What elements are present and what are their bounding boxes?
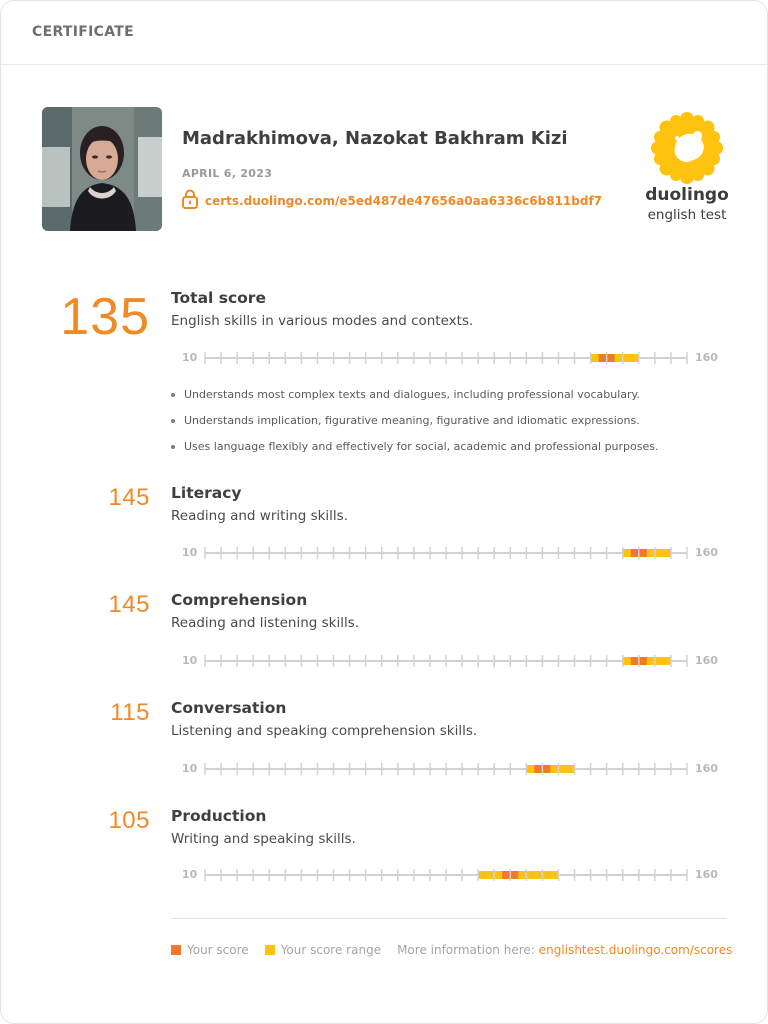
score-range-bar bbox=[623, 657, 671, 665]
scale-min-label: 10 bbox=[182, 868, 198, 881]
literacy-description: Reading and writing skills. bbox=[171, 508, 349, 524]
scale-max-label: 160 bbox=[695, 351, 718, 364]
scale-min-label: 10 bbox=[182, 546, 198, 559]
production-title: Production bbox=[171, 807, 267, 825]
score-scale-chart bbox=[179, 759, 719, 779]
score-scale-chart bbox=[179, 865, 719, 885]
lock-icon bbox=[181, 189, 199, 213]
certificate-link[interactable] bbox=[181, 189, 602, 213]
legend-range-label: Your score range bbox=[280, 943, 382, 957]
bullet-item: Understands implication, figurative meaning, figurative and idiomatic expressions. bbox=[171, 413, 659, 439]
score-range-bar bbox=[623, 549, 671, 557]
conversation-title: Conversation bbox=[171, 699, 287, 717]
certificate-url[interactable]: certs.duolingo.com/e5ed487de47656a0aa6336c6b811bdf7 bbox=[205, 194, 603, 208]
conversation-scale bbox=[179, 759, 719, 779]
scale-min-label: 10 bbox=[182, 762, 198, 775]
legend-score-swatch bbox=[171, 945, 181, 955]
card-header-title: CERTIFICATE bbox=[32, 24, 134, 40]
score-scale-chart bbox=[179, 348, 719, 368]
production-scale bbox=[179, 865, 719, 885]
legend-score-label: Your score bbox=[187, 943, 249, 957]
total-score-bullets bbox=[171, 387, 659, 465]
comprehension-scale bbox=[179, 651, 719, 671]
duolingo-logo-icon bbox=[641, 111, 733, 185]
legend-your-score bbox=[171, 943, 249, 957]
more-info-text: More information here: bbox=[397, 943, 535, 957]
production-score-value: 105 bbox=[108, 807, 150, 834]
scale-max-label: 160 bbox=[695, 762, 718, 775]
scale-max-label: 160 bbox=[695, 546, 718, 559]
scale-max-label: 160 bbox=[695, 868, 718, 881]
bullet-item: Uses language flexibly and effectively for social, academic and professional purposes. bbox=[171, 439, 659, 465]
logo-subtitle: english test bbox=[647, 207, 727, 223]
conversation-description: Listening and speaking comprehension skills. bbox=[171, 723, 478, 739]
conversation-score-value: 115 bbox=[110, 699, 150, 726]
scale-max-label: 160 bbox=[695, 654, 718, 667]
score-scale-chart bbox=[179, 543, 719, 563]
literacy-scale bbox=[179, 543, 719, 563]
literacy-score-value: 145 bbox=[108, 484, 150, 511]
candidate-name: Madrakhimova, Nazokat Bakhram Kizi bbox=[182, 128, 568, 149]
duolingo-english-test-logo bbox=[641, 111, 733, 226]
total-score-value: 135 bbox=[60, 288, 150, 346]
total-score-scale bbox=[179, 348, 719, 368]
comprehension-title: Comprehension bbox=[171, 591, 308, 609]
total-score-description: English skills in various modes and contexts. bbox=[171, 313, 474, 329]
comprehension-description: Reading and listening skills. bbox=[171, 615, 360, 631]
score-scale-chart bbox=[179, 651, 719, 671]
card-header bbox=[1, 1, 767, 65]
comprehension-score-value: 145 bbox=[108, 591, 150, 618]
scale-min-label: 10 bbox=[182, 654, 198, 667]
footer-divider bbox=[171, 918, 727, 919]
footer-legend bbox=[171, 942, 733, 958]
candidate-photo bbox=[42, 107, 162, 231]
legend-score-range bbox=[265, 943, 381, 957]
scale-min-label: 10 bbox=[182, 351, 198, 364]
bullet-item: Understands most complex texts and dialogues, including professional vocabulary. bbox=[171, 387, 659, 413]
scores-info-link[interactable]: englishtest.duolingo.com/scores bbox=[538, 943, 733, 957]
literacy-title: Literacy bbox=[171, 484, 242, 502]
production-description: Writing and speaking skills. bbox=[171, 831, 356, 847]
total-score-title: Total score bbox=[171, 289, 266, 307]
legend-range-swatch bbox=[265, 945, 275, 955]
logo-wordmark: duolingo bbox=[645, 185, 729, 205]
certificate-date: APRIL 6, 2023 bbox=[182, 167, 273, 180]
